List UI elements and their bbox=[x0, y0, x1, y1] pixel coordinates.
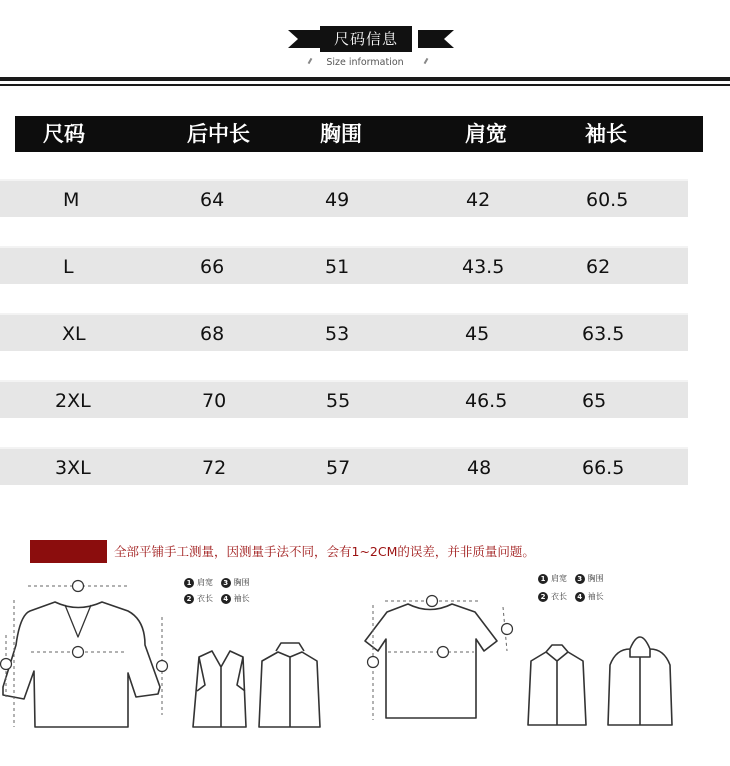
table-row bbox=[0, 313, 688, 351]
table-row bbox=[0, 246, 688, 284]
jacket-icon bbox=[259, 643, 320, 727]
legend-label: 胸围 bbox=[587, 574, 604, 583]
measurement-note: 全部平铺手工测量，因测量手法不同，会有1~2CM的误差，并非质量问题。 bbox=[114, 544, 535, 559]
cell-chest: 49 bbox=[325, 189, 350, 211]
cell-shoulder: 46.5 bbox=[465, 390, 508, 412]
measurement-diagrams bbox=[0, 565, 730, 766]
table-row bbox=[0, 380, 688, 418]
cell-size: M bbox=[63, 189, 80, 211]
legend-label: 肩宽 bbox=[551, 574, 567, 583]
hoodie-icon bbox=[608, 637, 672, 725]
cell-shoulder: 48 bbox=[467, 457, 492, 479]
cell-size: 3XL bbox=[55, 457, 91, 479]
cell-sleeve: 62 bbox=[586, 256, 611, 278]
cell-chest: 53 bbox=[325, 323, 350, 345]
cell-sleeve: 60.5 bbox=[586, 189, 629, 211]
cell-sleeve: 65 bbox=[582, 390, 607, 412]
col-sleeve-length: 袖长 bbox=[585, 122, 627, 146]
cell-length: 70 bbox=[202, 390, 227, 412]
blazer-icon bbox=[193, 651, 246, 727]
shirt-icon bbox=[528, 645, 586, 725]
size-info-header bbox=[0, 0, 730, 95]
table-row bbox=[0, 447, 688, 485]
legend-num-icon: 2 bbox=[538, 592, 548, 602]
size-table-header bbox=[15, 116, 703, 152]
table-row bbox=[0, 179, 688, 217]
legend-num-icon: 1 bbox=[538, 574, 548, 584]
cell-size: 2XL bbox=[55, 390, 91, 412]
legend-label: 衣长 bbox=[551, 592, 567, 601]
cell-length: 64 bbox=[200, 189, 225, 211]
col-chest: 胸围 bbox=[320, 122, 362, 146]
divider-thin bbox=[0, 84, 730, 86]
legend-label: 袖长 bbox=[587, 592, 604, 601]
cell-chest: 51 bbox=[325, 256, 350, 278]
legend-label: 肩宽 bbox=[197, 578, 213, 587]
long-sleeve-shirt-icon bbox=[3, 602, 160, 727]
cell-shoulder: 42 bbox=[466, 189, 491, 211]
section-subtitle: Size information bbox=[326, 57, 404, 68]
cell-shoulder: 43.5 bbox=[462, 256, 505, 278]
cell-chest: 57 bbox=[326, 457, 351, 479]
legend-num-icon: 1 bbox=[184, 578, 194, 588]
legend-num-icon: 4 bbox=[221, 594, 231, 604]
legend-num-icon: 3 bbox=[575, 574, 585, 584]
ribbon-tail-right bbox=[418, 30, 454, 48]
cell-size: XL bbox=[62, 323, 86, 345]
cell-chest: 55 bbox=[326, 390, 351, 412]
legend-num-icon: 3 bbox=[221, 578, 231, 588]
tshirt-icon bbox=[365, 604, 497, 718]
divider-thick bbox=[0, 77, 730, 81]
legend-num-icon: 4 bbox=[575, 592, 585, 602]
cell-sleeve: 63.5 bbox=[582, 323, 625, 345]
cell-length: 68 bbox=[200, 323, 225, 345]
cell-sleeve: 66.5 bbox=[582, 457, 625, 479]
section-title: 尺码信息 bbox=[320, 26, 412, 52]
cell-length: 66 bbox=[200, 256, 225, 278]
cell-length: 72 bbox=[202, 457, 227, 479]
cell-shoulder: 45 bbox=[465, 323, 490, 345]
legend-label: 胸围 bbox=[233, 578, 250, 587]
legend-num-icon: 2 bbox=[184, 594, 194, 604]
ribbon-tail-left bbox=[288, 30, 324, 48]
legend-label: 袖长 bbox=[233, 594, 250, 603]
note-accent-bar bbox=[30, 540, 107, 563]
col-size: 尺码 bbox=[43, 122, 85, 146]
col-shoulder: 肩宽 bbox=[465, 122, 507, 146]
legend-label: 衣长 bbox=[197, 594, 213, 603]
cell-size: L bbox=[63, 256, 74, 278]
col-back-length: 后中长 bbox=[187, 122, 250, 146]
